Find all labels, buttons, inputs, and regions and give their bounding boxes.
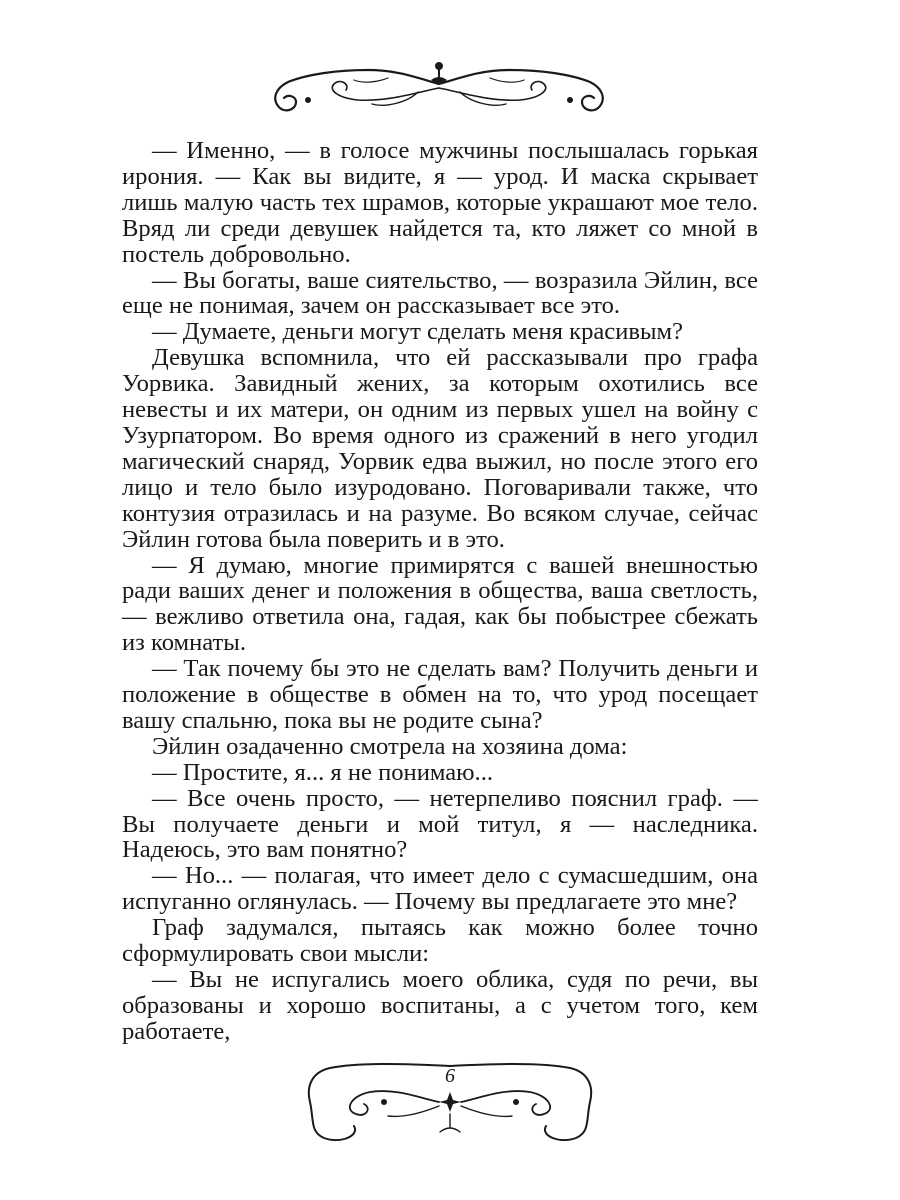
paragraph: — Но... — полагая, что имеет дело с сумасшедшим, она испуганно оглянулась. — Почему вы предлагаете это мне? (122, 862, 758, 916)
paragraph: — Простите, я... я не понимаю... (152, 758, 493, 786)
page-body-text (122, 138, 758, 1045)
page-number: 6 (445, 1065, 455, 1087)
paragraph: Девушка вспомнила, что ей рассказывали про графа Уорвика. Завидный жених, за которым охотились все невесты и их матери, он одним из первых ушел на войну с Узурпатором. Во время одного из сражений в него угодил магический снаряд, Уорвик едва выжил, но после этого его лицо и тело было изуродовано. Поговаривали также, что контузия отразилась и на разуме. Во всяком случае, сейчас Эйлин готова была поверить и в это. (122, 344, 758, 553)
paragraph: — Именно, — в голосе мужчины послышалась горькая ирония. — Как вы видите, я — урод. И маска скрывает лишь малую часть тех шрамов, которые украшают мое тело. Вряд ли среди девушек найдется та, кто ляжет со мной в постель добровольно. (122, 137, 758, 268)
paragraph: — Все очень просто, — нетерпеливо пояснил граф. — Вы получаете деньги и мой титул, я — наследника. Надеюсь, это вам понятно? (122, 784, 758, 864)
paragraph: — Я думаю, многие примирятся с вашей внешностью ради ваших денег и положения в общества, ваша светлость, — вежливо ответила она, гадая, как бы побыстрее сбежать из комнаты. (122, 551, 758, 657)
top-flourish-ornament-icon (268, 58, 610, 120)
paragraph: Граф задумался, пытаясь как можно более точно сформулировать свои мысли: (122, 914, 758, 968)
paragraph: — Так почему бы это не сделать вам? Получить деньги и положение в обществе в обмен на то, что урод посещает вашу спальню, пока вы не родите сына? (122, 655, 758, 734)
paragraph: — Вы богаты, ваше сиятельство, — возразила Эйлин, все еще не понимая, зачем он рассказывает все это. (122, 266, 758, 320)
paragraph: — Вы не испугались моего облика, судя по речи, вы образованы и хорошо воспитаны, а с учетом того, кем работаете, (122, 966, 758, 1045)
paragraph: — Думаете, деньги могут сделать меня красивым? (152, 318, 683, 346)
paragraph: Эйлин озадаченно смотрела на хозяина дома: (152, 732, 628, 760)
